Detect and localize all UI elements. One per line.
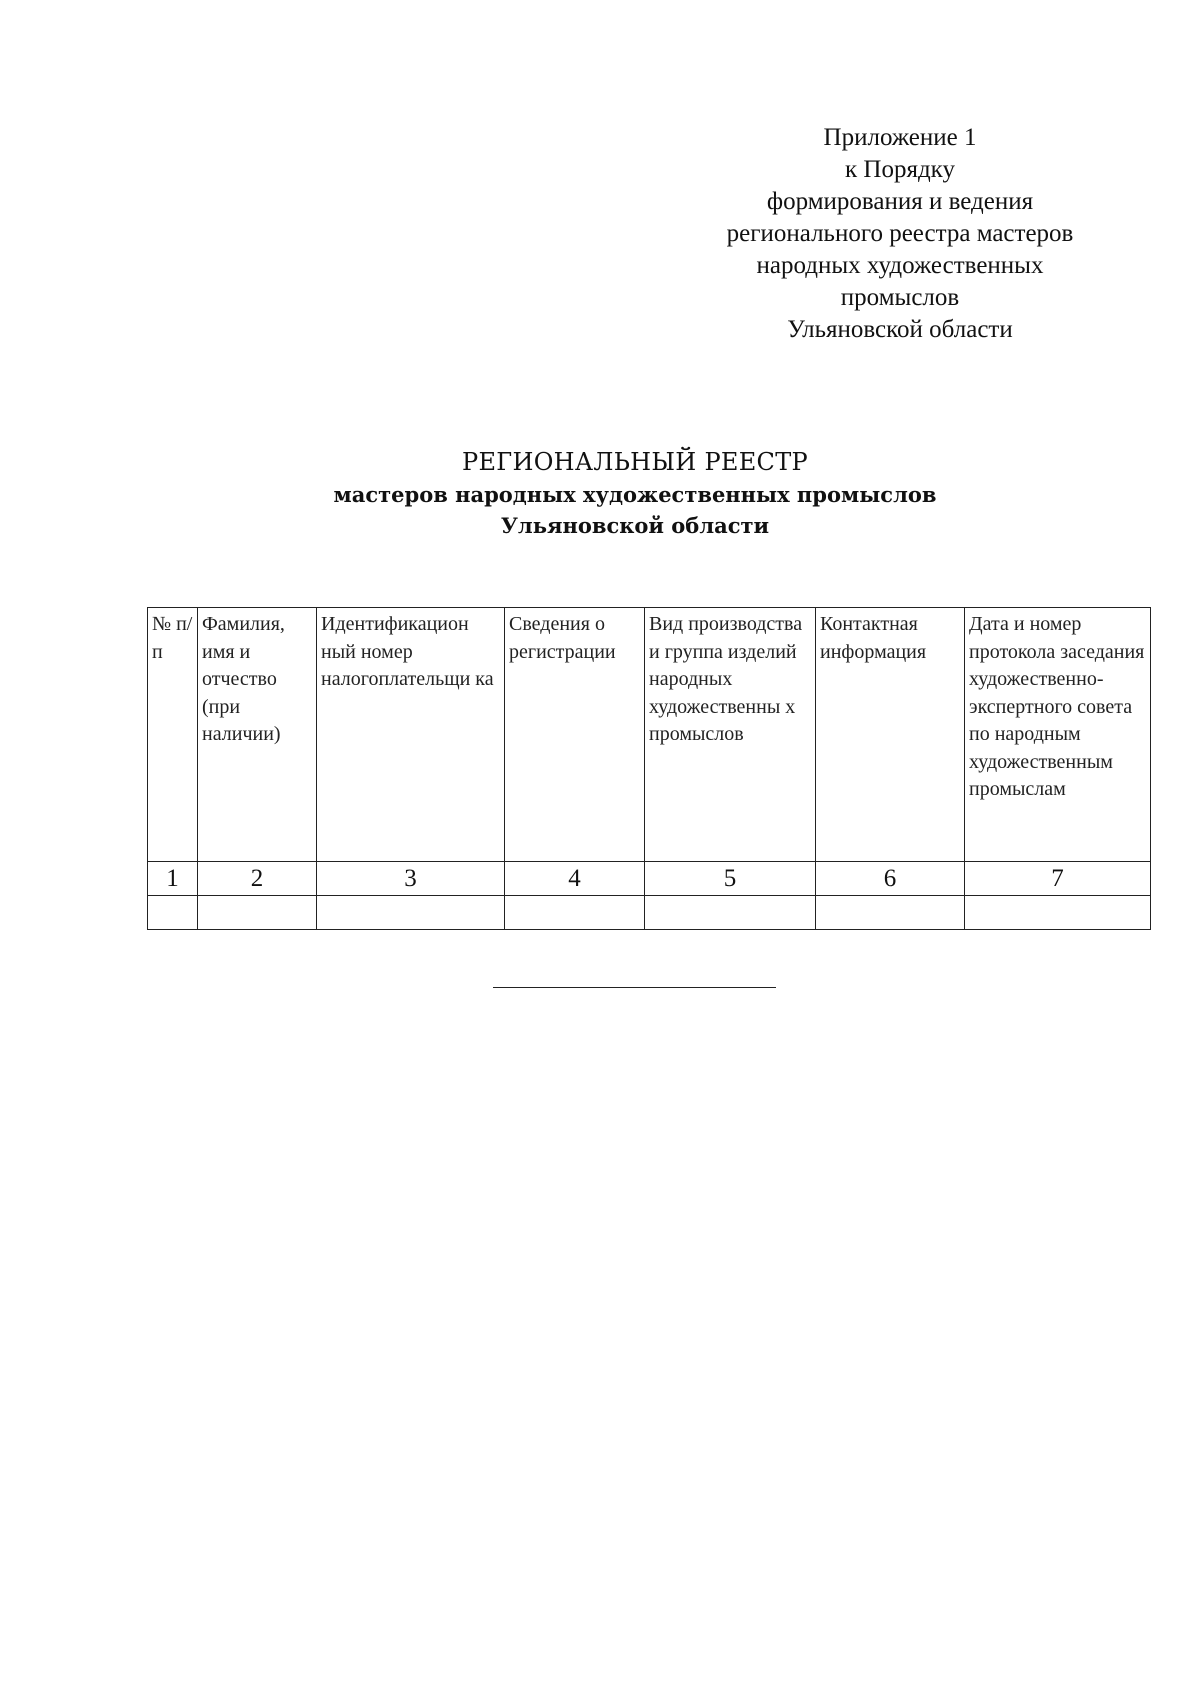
closing-divider-line	[493, 987, 776, 988]
column-number-cell: 4	[505, 862, 645, 896]
column-number-cell: 5	[645, 862, 816, 896]
registry-table	[147, 607, 1151, 930]
header-cell-protocol: Дата и номер протокола заседания художественно-экспертного совета по народным художественным промыслам	[965, 608, 1151, 862]
column-number-cell: 2	[198, 862, 317, 896]
title-subtitle-line-1: мастеров народных художественных промыслов	[333, 482, 937, 507]
empty-cell	[645, 896, 816, 930]
appendix-reference	[650, 122, 1150, 346]
header-cell-contacts: Контактная информация	[816, 608, 965, 862]
empty-cell	[198, 896, 317, 930]
appendix-line: формирования и ведения	[766, 188, 1034, 215]
header-cell-tax-id: Идентификацион ный номер налогоплательщи ка	[317, 608, 505, 862]
empty-cell	[816, 896, 965, 930]
header-cell-full-name: Фамилия, имя и отчество (при наличии)	[198, 608, 317, 862]
header-cell-number: № п/ п	[148, 608, 198, 862]
column-number-cell: 3	[317, 862, 505, 896]
appendix-line: народных художественных	[756, 252, 1044, 279]
appendix-line: промыслов	[840, 284, 960, 311]
appendix-line: регионального реестра мастеров	[726, 220, 1074, 247]
table-header-row	[148, 608, 1151, 862]
empty-cell	[505, 896, 645, 930]
empty-cell	[965, 896, 1151, 930]
header-cell-registration: Сведения о регистрации	[505, 608, 645, 862]
header-cell-production-type: Вид производства и группа изделий народных художественны х промыслов	[645, 608, 816, 862]
table-row-empty	[148, 896, 1151, 930]
title-subtitle-line-2: Ульяновской области	[500, 513, 770, 538]
appendix-line: Ульяновской области	[787, 316, 1013, 343]
column-number-row	[148, 862, 1151, 896]
column-number-cell: 1	[148, 862, 198, 896]
appendix-line: к Порядку	[845, 156, 955, 183]
empty-cell	[317, 896, 505, 930]
empty-cell	[148, 896, 198, 930]
title-main: РЕГИОНАЛЬНЫЙ РЕЕСТР	[462, 448, 808, 476]
column-number-cell: 7	[965, 862, 1151, 896]
document-title	[0, 445, 1200, 541]
appendix-line: Приложение 1	[823, 124, 977, 151]
column-number-cell: 6	[816, 862, 965, 896]
